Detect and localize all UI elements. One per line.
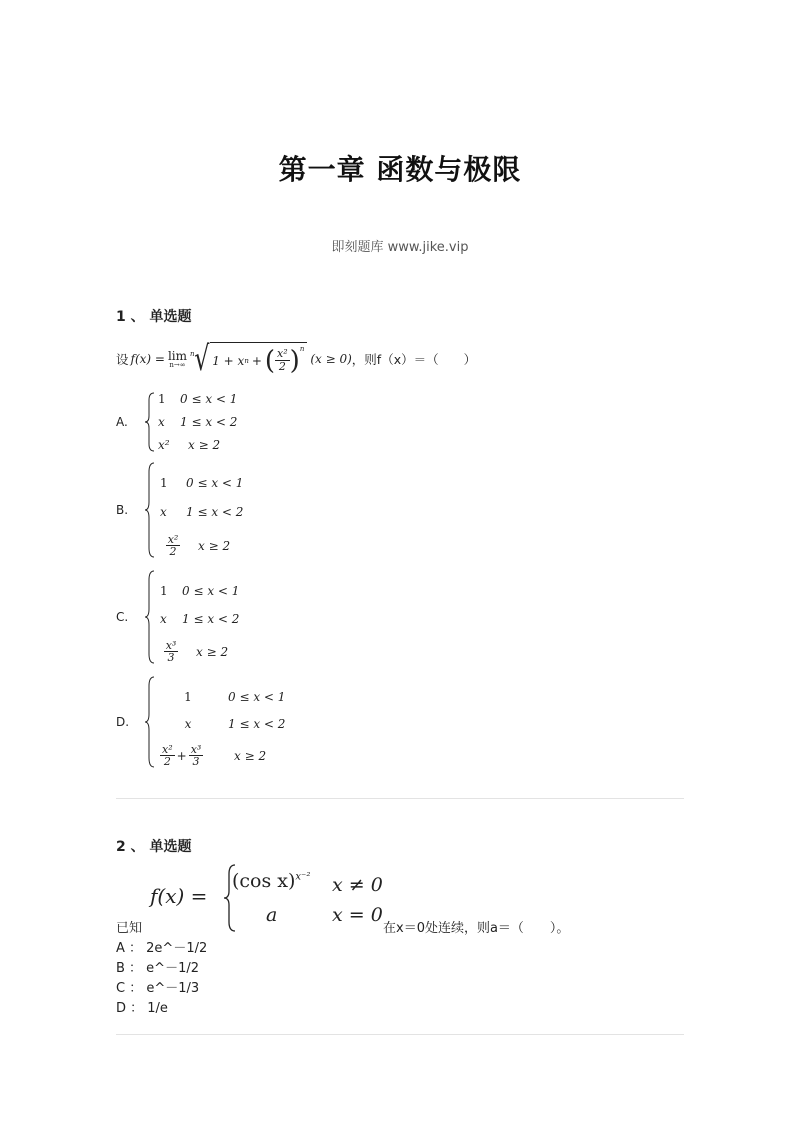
radical-sign: √ xyxy=(193,339,209,379)
radicand-exp-n: n xyxy=(244,356,249,365)
option-label: A. xyxy=(116,415,128,429)
case-2-condition: x = 0 xyxy=(332,904,383,926)
piece-row: $\frac{\text{x²}}{2}$ + $\frac{\text{x³}}{3}$ x ≥ 2 xyxy=(162,742,267,769)
question-1-header: 1 、 单选题 xyxy=(116,309,192,325)
piece-row: $\frac{\text{x³}}{3}$ x ≥ 2 xyxy=(160,640,239,664)
piecewise-function xyxy=(144,392,237,452)
question-2-header: 2 、 单选题 xyxy=(116,839,192,855)
option-d[interactable] xyxy=(116,676,285,768)
source-line: 即刻题库 www.jike.vip xyxy=(331,240,469,255)
option-label: C. xyxy=(116,610,129,624)
option-b[interactable] xyxy=(116,462,243,558)
formula-lim xyxy=(168,350,187,369)
question-2-stem-prefix: 已知 xyxy=(116,921,143,936)
piece-row: 1 0 ≤ x < 1 xyxy=(184,690,286,704)
lim-text: lim xyxy=(167,348,188,363)
radicand xyxy=(210,342,307,376)
fraction-sum: $\frac{\text{x²}}{2}$ + $\frac{\text{x³}}{3}$ xyxy=(162,742,202,769)
piece-rows xyxy=(156,570,239,664)
piece-row: 1 0 ≤ x < 1 xyxy=(158,392,238,406)
stem-suffix: ，则f（x）＝（ ） xyxy=(351,352,477,367)
root-index: n xyxy=(190,350,195,358)
radicand-term1: 1 + x xyxy=(212,353,245,368)
left-brace-icon xyxy=(144,392,156,452)
piecewise-function xyxy=(144,570,239,664)
right-paren: ) xyxy=(289,345,300,376)
piece-row: x² x ≥ 2 xyxy=(158,438,221,452)
option-label: D. xyxy=(116,715,130,729)
left-paren: ( xyxy=(264,345,276,376)
option-a[interactable] xyxy=(116,392,237,452)
case-1-condition: x ≠ 0 xyxy=(332,874,383,896)
question-2-formula xyxy=(150,864,390,934)
left-brace-icon xyxy=(144,462,156,558)
divider xyxy=(116,798,684,799)
formula-lhs: f(x) = xyxy=(150,884,208,908)
question-1-stem xyxy=(116,334,476,384)
piece-row: x 1 ≤ x < 2 xyxy=(160,611,240,626)
piece-row: x 1 ≤ x < 2 xyxy=(184,716,286,731)
piece-row: x 1 ≤ x < 2 xyxy=(158,415,238,429)
stem-prefix: 设 xyxy=(116,352,129,367)
fraction-denominator: 2 xyxy=(278,360,286,373)
left-brace-icon xyxy=(144,676,156,768)
page-title: 第一章 函数与极限 xyxy=(278,153,522,186)
option-c[interactable] xyxy=(116,570,239,664)
case-1-expression: (cos x)$^{x^{-2}}$ xyxy=(232,870,311,892)
fraction-numerator: x² xyxy=(277,347,288,361)
formula-fx: f(x) = xyxy=(130,352,165,366)
divider xyxy=(116,1034,684,1035)
lim-subscript: n→∞ xyxy=(169,360,186,369)
question-2-stem-suffix: 在x＝0处连续，则a＝（ ）。 xyxy=(383,921,570,936)
option-a[interactable]: A ： 2e^－1/2 xyxy=(116,941,208,956)
piece-row: $\frac{\text{x²}}{2}$ x ≥ 2 xyxy=(160,534,243,558)
piecewise-function xyxy=(144,462,243,558)
case-2-expression: a xyxy=(266,904,278,926)
fraction: $\frac{\text{x³}}{3}$ xyxy=(165,638,177,665)
piece-rows xyxy=(156,676,285,768)
stem-formula xyxy=(130,339,352,379)
option-c[interactable]: C ： e^－1/3 xyxy=(116,981,200,996)
option-label: B. xyxy=(116,503,129,517)
option-b[interactable]: B ： e^－1/2 xyxy=(116,961,199,976)
piece-row: x 1 ≤ x < 2 xyxy=(160,504,244,519)
option-d[interactable]: D ： 1/e xyxy=(116,1001,168,1016)
piece-row: 1 0 ≤ x < 1 xyxy=(160,584,240,598)
piece-rows xyxy=(156,462,243,558)
radicand-plus: + xyxy=(251,353,262,368)
fraction: $\frac{\text{x²}}{2}$ xyxy=(167,532,179,559)
nth-root xyxy=(190,339,307,379)
formula-condition: (x ≥ 0) xyxy=(310,352,352,366)
fraction: $\frac{\text{x³}}{3}$ xyxy=(190,742,202,769)
paren-exp-n: n xyxy=(299,345,305,353)
piece-row: 1 0 ≤ x < 1 xyxy=(160,476,244,490)
piecewise-function xyxy=(144,676,285,768)
left-brace-icon xyxy=(144,570,156,664)
piece-rows xyxy=(156,392,237,452)
radicand-fraction xyxy=(275,348,290,372)
fraction: $\frac{\text{x²}}{2}$ xyxy=(162,742,173,769)
